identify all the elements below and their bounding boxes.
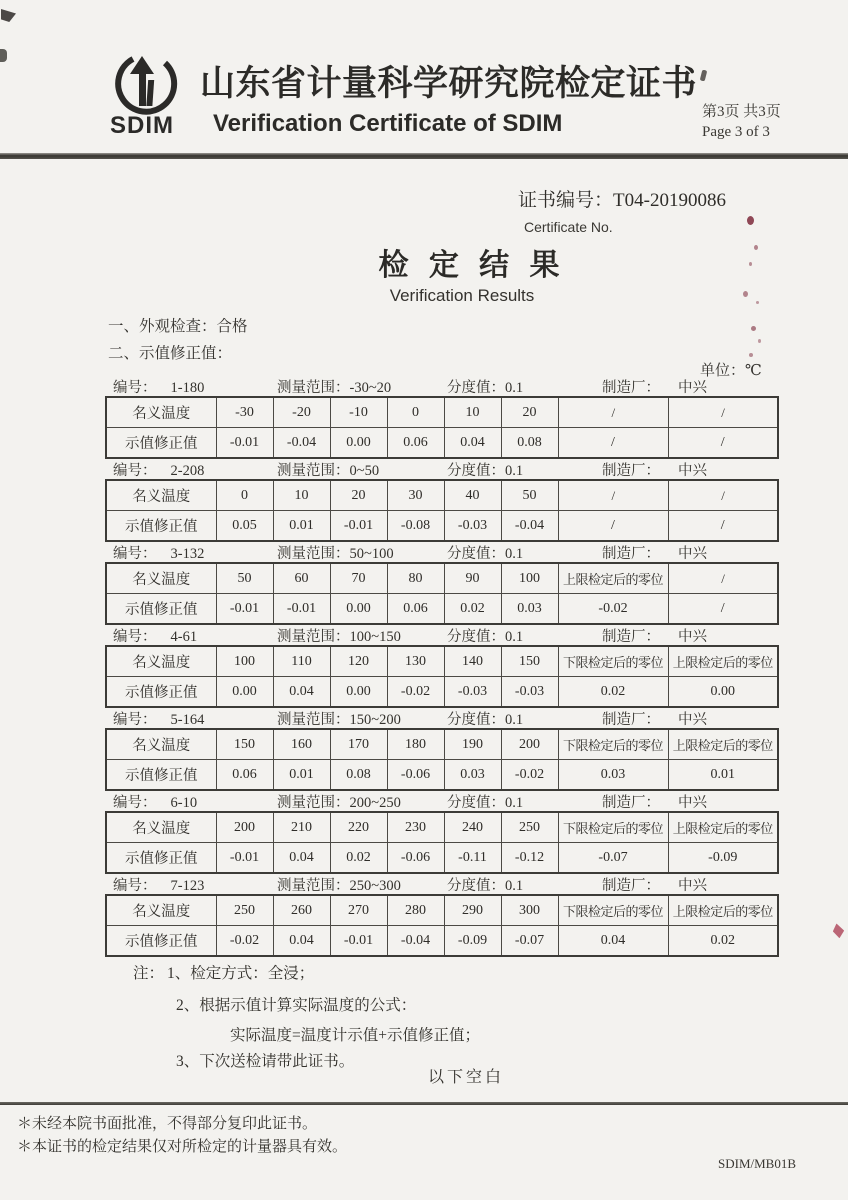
ink-speck bbox=[747, 216, 754, 225]
temp-cell: 160 bbox=[273, 729, 330, 760]
manufacturer-value: 中兴 bbox=[678, 546, 707, 562]
manufacturer-field bbox=[602, 791, 707, 812]
serial-label: 编号： bbox=[113, 380, 157, 396]
serial-label: 编号： bbox=[113, 712, 157, 728]
zero-position-cell: 上限检定后的零位 bbox=[668, 895, 778, 926]
temp-cell: 110 bbox=[273, 646, 330, 677]
correction-values-item: 二、示值修正值： bbox=[108, 345, 233, 362]
correction-cell: 0.02 bbox=[444, 594, 501, 625]
row-label: 示值修正值 bbox=[106, 926, 216, 957]
ink-speck bbox=[758, 339, 761, 343]
serial-value: 1-180 bbox=[170, 380, 205, 396]
serial-field bbox=[113, 459, 204, 480]
correction-cell: / bbox=[558, 511, 668, 542]
certificate-title-zh: 山东省计量科学研究院检定证书 bbox=[200, 64, 698, 103]
correction-cell: 0.02 bbox=[330, 843, 387, 874]
division-value: 0.1 bbox=[505, 795, 524, 811]
temp-cell: 10 bbox=[444, 397, 501, 428]
verification-table-block bbox=[105, 708, 777, 791]
manufacturer-value: 中兴 bbox=[678, 712, 707, 728]
zero-position-cell: / bbox=[668, 563, 778, 594]
range-field bbox=[277, 874, 401, 895]
row-label: 名义温度 bbox=[106, 729, 216, 760]
note-line-1: 1、检定方式：全浸； bbox=[167, 965, 315, 982]
correction-cell: -0.01 bbox=[273, 594, 330, 625]
row-label: 名义温度 bbox=[106, 563, 216, 594]
correction-cell: 0.01 bbox=[273, 511, 330, 542]
row-label: 示值修正值 bbox=[106, 760, 216, 791]
row-label: 名义温度 bbox=[106, 646, 216, 677]
serial-field bbox=[113, 791, 197, 812]
temp-cell: 180 bbox=[387, 729, 444, 760]
correction-cell: 0.06 bbox=[387, 594, 444, 625]
correction-cell: -0.04 bbox=[501, 511, 558, 542]
correction-cell: 0.00 bbox=[330, 677, 387, 708]
correction-cell: -0.02 bbox=[387, 677, 444, 708]
range-field bbox=[277, 625, 401, 646]
correction-cell: -0.01 bbox=[330, 511, 387, 542]
correction-value-row bbox=[106, 594, 778, 625]
range-field bbox=[277, 542, 394, 563]
division-value: 0.1 bbox=[505, 463, 524, 479]
correction-cell: -0.02 bbox=[501, 760, 558, 791]
correction-cell: / bbox=[668, 594, 778, 625]
correction-table bbox=[105, 396, 779, 459]
correction-cell: -0.02 bbox=[216, 926, 273, 957]
manufacturer-label: 制造厂： bbox=[602, 795, 660, 811]
temp-cell: 170 bbox=[330, 729, 387, 760]
ink-speck bbox=[751, 326, 756, 331]
correction-cell: 0.03 bbox=[444, 760, 501, 791]
table-meta-row bbox=[105, 708, 777, 728]
correction-value-row bbox=[106, 428, 778, 459]
correction-cell: 0.03 bbox=[501, 594, 558, 625]
manufacturer-field bbox=[602, 708, 707, 729]
zero-position-cell: 下限检定后的零位 bbox=[558, 812, 668, 843]
blank-below-marker: 以下空白 bbox=[428, 1069, 505, 1086]
certificate-number-line bbox=[518, 185, 726, 212]
correction-cell: 0.00 bbox=[330, 428, 387, 459]
appearance-check-item: 一、外观检查：合格 bbox=[108, 318, 248, 335]
division-field bbox=[447, 376, 523, 397]
temp-cell: 140 bbox=[444, 646, 501, 677]
temp-cell: 220 bbox=[330, 812, 387, 843]
row-label: 示值修正值 bbox=[106, 594, 216, 625]
temp-cell: -30 bbox=[216, 397, 273, 428]
temp-cell: 70 bbox=[330, 563, 387, 594]
correction-cell: / bbox=[558, 428, 668, 459]
correction-cell: 0.08 bbox=[501, 428, 558, 459]
range-label: 测量范围： bbox=[277, 629, 350, 645]
note-formula: 实际温度=温度计示值+示值修正值； bbox=[230, 1027, 480, 1044]
table-meta-row bbox=[105, 791, 777, 811]
manufacturer-label: 制造厂： bbox=[602, 629, 660, 645]
logo-label: SDIM bbox=[110, 112, 174, 139]
correction-cell: 0.06 bbox=[216, 760, 273, 791]
range-label: 测量范围： bbox=[277, 878, 350, 894]
verification-table-block bbox=[105, 542, 777, 625]
correction-cell: 0.01 bbox=[668, 760, 778, 791]
ink-speck bbox=[749, 353, 753, 357]
serial-field bbox=[113, 542, 204, 563]
serial-label: 编号： bbox=[113, 463, 157, 479]
correction-cell: 0.06 bbox=[387, 428, 444, 459]
temp-cell: 40 bbox=[444, 480, 501, 511]
temp-cell: 120 bbox=[330, 646, 387, 677]
manufacturer-value: 中兴 bbox=[678, 795, 707, 811]
temp-cell: 10 bbox=[273, 480, 330, 511]
division-label: 分度值： bbox=[447, 380, 505, 396]
manufacturer-value: 中兴 bbox=[678, 878, 707, 894]
correction-cell: 0.02 bbox=[558, 677, 668, 708]
temp-cell: 20 bbox=[330, 480, 387, 511]
division-label: 分度值： bbox=[447, 878, 505, 894]
division-field bbox=[447, 874, 523, 895]
manufacturer-value: 中兴 bbox=[678, 380, 707, 396]
correction-value-row bbox=[106, 843, 778, 874]
nominal-temperature-row bbox=[106, 397, 778, 428]
serial-value: 4-61 bbox=[170, 629, 198, 645]
correction-cell: / bbox=[668, 428, 778, 459]
correction-cell: -0.06 bbox=[387, 843, 444, 874]
temp-cell: 60 bbox=[273, 563, 330, 594]
temp-cell: 230 bbox=[387, 812, 444, 843]
correction-cell: 0.03 bbox=[558, 760, 668, 791]
temp-cell: -20 bbox=[273, 397, 330, 428]
manufacturer-label: 制造厂： bbox=[602, 878, 660, 894]
nominal-temperature-row bbox=[106, 895, 778, 926]
correction-cell: -0.01 bbox=[216, 594, 273, 625]
verification-table-block bbox=[105, 874, 777, 957]
range-value: 150~200 bbox=[349, 712, 401, 728]
zero-position-cell: 下限检定后的零位 bbox=[558, 895, 668, 926]
footer-divider bbox=[0, 1102, 848, 1105]
serial-label: 编号： bbox=[113, 546, 157, 562]
nominal-temperature-row bbox=[106, 563, 778, 594]
temp-cell: 200 bbox=[501, 729, 558, 760]
range-value: 100~150 bbox=[349, 629, 401, 645]
manufacturer-field bbox=[602, 459, 707, 480]
zero-position-cell: 上限检定后的零位 bbox=[668, 812, 778, 843]
correction-cell: 0.04 bbox=[273, 926, 330, 957]
nominal-temperature-row bbox=[106, 480, 778, 511]
correction-cell: -0.11 bbox=[444, 843, 501, 874]
scan-artifact-corner bbox=[1, 9, 16, 22]
manufacturer-field bbox=[602, 625, 707, 646]
temp-cell: 130 bbox=[387, 646, 444, 677]
nominal-temperature-row bbox=[106, 812, 778, 843]
temp-cell: -10 bbox=[330, 397, 387, 428]
correction-table bbox=[105, 894, 779, 957]
row-label: 名义温度 bbox=[106, 397, 216, 428]
range-field bbox=[277, 708, 401, 729]
zero-position-cell: / bbox=[668, 397, 778, 428]
scan-artifact-right-edge bbox=[832, 923, 845, 939]
sdim-logo-icon bbox=[103, 54, 181, 118]
range-value: -30~20 bbox=[349, 380, 392, 396]
division-label: 分度值： bbox=[447, 546, 505, 562]
correction-cell: 0.01 bbox=[273, 760, 330, 791]
manufacturer-field bbox=[602, 874, 707, 895]
temp-cell: 260 bbox=[273, 895, 330, 926]
correction-value-row bbox=[106, 511, 778, 542]
serial-value: 6-10 bbox=[170, 795, 198, 811]
range-field bbox=[277, 376, 391, 397]
temp-cell: 240 bbox=[444, 812, 501, 843]
division-field bbox=[447, 625, 523, 646]
zero-position-cell: 上限检定后的零位 bbox=[668, 646, 778, 677]
correction-cell: -0.09 bbox=[444, 926, 501, 957]
verification-table-block bbox=[105, 376, 777, 459]
results-title-en: Verification Results bbox=[389, 286, 535, 305]
division-field bbox=[447, 791, 523, 812]
zero-position-cell: 下限检定后的零位 bbox=[558, 646, 668, 677]
footer-disclaimer-2: ＊本证书的检定结果仅对所检定的计量器具有效。 bbox=[17, 1139, 348, 1155]
correction-table bbox=[105, 645, 779, 708]
row-label: 示值修正值 bbox=[106, 511, 216, 542]
nominal-temperature-row bbox=[106, 729, 778, 760]
serial-label: 编号： bbox=[113, 878, 157, 894]
verification-table-block bbox=[105, 459, 777, 542]
zero-position-cell: 上限检定后的零位 bbox=[668, 729, 778, 760]
zero-position-cell: / bbox=[558, 480, 668, 511]
serial-value: 5-164 bbox=[170, 712, 205, 728]
division-value: 0.1 bbox=[505, 380, 524, 396]
row-label: 示值修正值 bbox=[106, 843, 216, 874]
temp-cell: 280 bbox=[387, 895, 444, 926]
serial-field bbox=[113, 874, 204, 895]
certificate-number-value: T04-20190086 bbox=[613, 190, 726, 211]
temp-cell: 30 bbox=[387, 480, 444, 511]
division-field bbox=[447, 459, 523, 480]
table-meta-row bbox=[105, 376, 777, 396]
serial-value: 7-123 bbox=[170, 878, 205, 894]
header-divider bbox=[0, 153, 848, 159]
scan-artifact-tick bbox=[700, 70, 708, 82]
division-label: 分度值： bbox=[447, 629, 505, 645]
correction-cell: 0.02 bbox=[668, 926, 778, 957]
correction-cell: -0.01 bbox=[216, 428, 273, 459]
temp-cell: 290 bbox=[444, 895, 501, 926]
correction-cell: -0.03 bbox=[444, 511, 501, 542]
row-label: 示值修正值 bbox=[106, 428, 216, 459]
verification-table-block bbox=[105, 625, 777, 708]
row-label: 示值修正值 bbox=[106, 677, 216, 708]
correction-table bbox=[105, 728, 779, 791]
correction-cell: -0.08 bbox=[387, 511, 444, 542]
table-meta-row bbox=[105, 874, 777, 894]
correction-cell: -0.04 bbox=[273, 428, 330, 459]
form-code: SDIM/MB01B bbox=[718, 1156, 797, 1171]
correction-cell: 0.04 bbox=[273, 677, 330, 708]
unit-label: 单位：℃ bbox=[700, 363, 762, 379]
temp-cell: 0 bbox=[216, 480, 273, 511]
range-label: 测量范围： bbox=[277, 380, 350, 396]
zero-position-cell: 上限检定后的零位 bbox=[558, 563, 668, 594]
results-title-zh: 检 定 结 果 bbox=[378, 249, 566, 282]
temp-cell: 80 bbox=[387, 563, 444, 594]
correction-value-row bbox=[106, 926, 778, 957]
division-field bbox=[447, 542, 523, 563]
temp-cell: 210 bbox=[273, 812, 330, 843]
division-label: 分度值： bbox=[447, 712, 505, 728]
verification-table-block bbox=[105, 791, 777, 874]
footer-disclaimer-1: ＊未经本院书面批准，不得部分复印此证书。 bbox=[17, 1116, 318, 1132]
correction-value-row bbox=[106, 677, 778, 708]
note-line-3: 3、下次送检请带此证书。 bbox=[176, 1053, 355, 1070]
range-label: 测量范围： bbox=[277, 463, 350, 479]
correction-cell: 0.04 bbox=[558, 926, 668, 957]
zero-position-cell: / bbox=[668, 480, 778, 511]
serial-field bbox=[113, 625, 197, 646]
temp-cell: 100 bbox=[216, 646, 273, 677]
manufacturer-label: 制造厂： bbox=[602, 712, 660, 728]
row-label: 名义温度 bbox=[106, 480, 216, 511]
temp-cell: 200 bbox=[216, 812, 273, 843]
page-number-zh: 第3页 共3页 bbox=[702, 104, 781, 120]
correction-cell: 0.00 bbox=[668, 677, 778, 708]
serial-value: 3-132 bbox=[170, 546, 205, 562]
manufacturer-label: 制造厂： bbox=[602, 380, 660, 396]
division-label: 分度值： bbox=[447, 463, 505, 479]
row-label: 名义温度 bbox=[106, 812, 216, 843]
range-label: 测量范围： bbox=[277, 712, 350, 728]
correction-cell: -0.03 bbox=[501, 677, 558, 708]
correction-cell: -0.03 bbox=[444, 677, 501, 708]
manufacturer-value: 中兴 bbox=[678, 629, 707, 645]
range-field bbox=[277, 791, 401, 812]
correction-cell: / bbox=[668, 511, 778, 542]
correction-value-row bbox=[106, 760, 778, 791]
temp-cell: 90 bbox=[444, 563, 501, 594]
correction-table bbox=[105, 811, 779, 874]
division-value: 0.1 bbox=[505, 546, 524, 562]
temp-cell: 50 bbox=[501, 480, 558, 511]
table-meta-row bbox=[105, 625, 777, 645]
manufacturer-value: 中兴 bbox=[678, 463, 707, 479]
sdim-logo bbox=[92, 54, 192, 144]
division-label: 分度值： bbox=[447, 795, 505, 811]
temp-cell: 150 bbox=[501, 646, 558, 677]
note-line-2: 2、根据示值计算实际温度的公式： bbox=[176, 997, 417, 1014]
range-value: 250~300 bbox=[349, 878, 401, 894]
serial-field bbox=[113, 708, 204, 729]
serial-label: 编号： bbox=[113, 629, 157, 645]
temp-cell: 250 bbox=[501, 812, 558, 843]
temp-cell: 20 bbox=[501, 397, 558, 428]
correction-cell: 0.08 bbox=[330, 760, 387, 791]
temp-cell: 50 bbox=[216, 563, 273, 594]
temp-cell: 300 bbox=[501, 895, 558, 926]
correction-cell: -0.07 bbox=[558, 843, 668, 874]
range-label: 测量范围： bbox=[277, 546, 350, 562]
zero-position-cell: 下限检定后的零位 bbox=[558, 729, 668, 760]
correction-cell: 0.00 bbox=[216, 677, 273, 708]
nominal-temperature-row bbox=[106, 646, 778, 677]
correction-table bbox=[105, 479, 779, 542]
correction-cell: -0.06 bbox=[387, 760, 444, 791]
correction-cell: -0.04 bbox=[387, 926, 444, 957]
range-label: 测量范围： bbox=[277, 795, 350, 811]
temp-cell: 0 bbox=[387, 397, 444, 428]
correction-cell: 0.04 bbox=[444, 428, 501, 459]
manufacturer-label: 制造厂： bbox=[602, 546, 660, 562]
serial-field bbox=[113, 376, 204, 397]
page-number-en: Page 3 of 3 bbox=[702, 124, 770, 140]
manufacturer-field bbox=[602, 542, 707, 563]
manufacturer-label: 制造厂： bbox=[602, 463, 660, 479]
temp-cell: 270 bbox=[330, 895, 387, 926]
notes-label: 注： bbox=[133, 965, 165, 982]
temp-cell: 250 bbox=[216, 895, 273, 926]
zero-position-cell: / bbox=[558, 397, 668, 428]
correction-cell: -0.09 bbox=[668, 843, 778, 874]
correction-cell: -0.01 bbox=[330, 926, 387, 957]
row-label: 名义温度 bbox=[106, 895, 216, 926]
correction-cell: -0.02 bbox=[558, 594, 668, 625]
correction-cell: 0.04 bbox=[273, 843, 330, 874]
division-field bbox=[447, 708, 523, 729]
certificate-title-en: Verification Certificate of SDIM bbox=[213, 110, 563, 137]
correction-cell: 0.05 bbox=[216, 511, 273, 542]
range-value: 0~50 bbox=[349, 463, 380, 479]
temp-cell: 100 bbox=[501, 563, 558, 594]
correction-cell: -0.07 bbox=[501, 926, 558, 957]
table-meta-row bbox=[105, 459, 777, 479]
scan-artifact-left-edge bbox=[0, 49, 7, 62]
correction-cell: 0.00 bbox=[330, 594, 387, 625]
range-field bbox=[277, 459, 379, 480]
correction-cell: -0.12 bbox=[501, 843, 558, 874]
serial-label: 编号： bbox=[113, 795, 157, 811]
correction-table bbox=[105, 562, 779, 625]
range-value: 200~250 bbox=[349, 795, 401, 811]
division-value: 0.1 bbox=[505, 878, 524, 894]
certificate-number-label-zh: 证书编号： bbox=[518, 190, 614, 211]
correction-cell: -0.01 bbox=[216, 843, 273, 874]
verification-tables bbox=[105, 376, 777, 957]
temp-cell: 190 bbox=[444, 729, 501, 760]
division-value: 0.1 bbox=[505, 629, 524, 645]
division-value: 0.1 bbox=[505, 712, 524, 728]
manufacturer-field bbox=[602, 376, 707, 397]
serial-value: 2-208 bbox=[170, 463, 205, 479]
range-value: 50~100 bbox=[349, 546, 394, 562]
table-meta-row bbox=[105, 542, 777, 562]
temp-cell: 150 bbox=[216, 729, 273, 760]
certificate-number-label-en: Certificate No. bbox=[524, 219, 613, 235]
page-number bbox=[702, 102, 781, 142]
